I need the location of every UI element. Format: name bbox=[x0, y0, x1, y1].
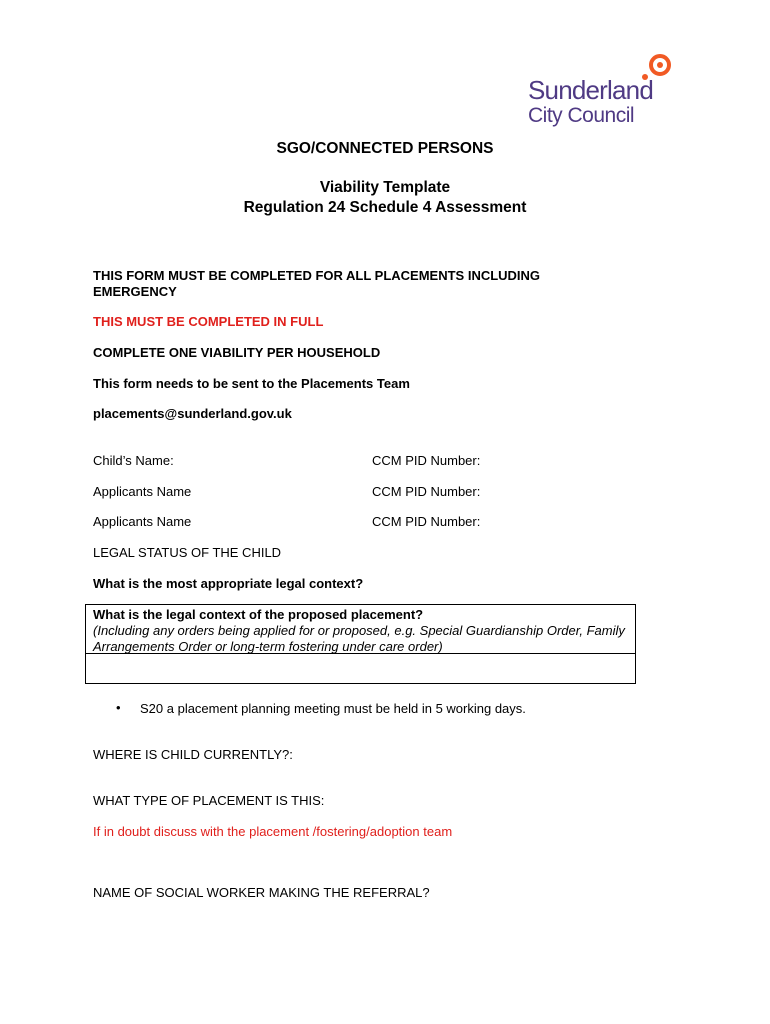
legal-context-table bbox=[85, 604, 636, 684]
instruction-all-placements: THIS FORM MUST BE COMPLETED FOR ALL PLACEMENTS INCLUDING EMERGENCY bbox=[93, 268, 541, 299]
applicants-name-label-1: Applicants Name bbox=[93, 484, 192, 499]
legal-context-table-note: (Including any orders being applied for or proposed, e.g. Special Guardianship Order, Family Arrangements Order or long-term fostering under care order) bbox=[93, 623, 625, 654]
ccm-pid-label-2: CCM PID Number: bbox=[372, 484, 481, 499]
logo-text-city-council: City Council bbox=[528, 104, 635, 127]
form-subtitle: Viability Template bbox=[319, 179, 451, 196]
legal-context-table-title: What is the legal context of the proposed placement? bbox=[93, 607, 424, 622]
applicants-name-label-2: Applicants Name bbox=[93, 514, 192, 529]
bullet-dot: • bbox=[116, 700, 121, 715]
s20-note: S20 a placement planning meeting must be held in 5 working days. bbox=[140, 701, 526, 716]
ccm-pid-label-3: CCM PID Number: bbox=[372, 514, 481, 529]
legal-context-table-header bbox=[86, 605, 635, 654]
logo-text-sunderland: Sunderland bbox=[528, 75, 653, 105]
form-regulation: Regulation 24 Schedule 4 Assessment bbox=[243, 199, 527, 216]
where-child-currently-label: WHERE IS CHILD CURRENTLY?: bbox=[93, 747, 293, 762]
instruction-complete-full: THIS MUST BE COMPLETED IN FULL bbox=[93, 314, 324, 329]
council-logo bbox=[528, 52, 678, 130]
legal-status-heading: LEGAL STATUS OF THE CHILD bbox=[93, 545, 282, 560]
form-title: SGO/CONNECTED PERSONS bbox=[276, 140, 494, 157]
legal-context-question: What is the most appropriate legal context? bbox=[93, 576, 364, 591]
ccm-pid-label-1: CCM PID Number: bbox=[372, 453, 481, 468]
placement-type-label: WHAT TYPE OF PLACEMENT IS THIS: bbox=[93, 793, 325, 808]
placements-email: placements@sunderland.gov.uk bbox=[93, 406, 292, 421]
instruction-send-to: This form needs to be sent to the Placements Team bbox=[93, 376, 410, 391]
doubt-note: If in doubt discuss with the placement /fostering/adoption team bbox=[93, 824, 453, 839]
social-worker-label: NAME OF SOCIAL WORKER MAKING THE REFERRAL? bbox=[93, 885, 430, 900]
legal-context-answer-cell[interactable] bbox=[86, 654, 635, 684]
instruction-one-per-household: COMPLETE ONE VIABILITY PER HOUSEHOLD bbox=[93, 345, 381, 360]
childs-name-label: Child’s Name: bbox=[93, 453, 174, 468]
